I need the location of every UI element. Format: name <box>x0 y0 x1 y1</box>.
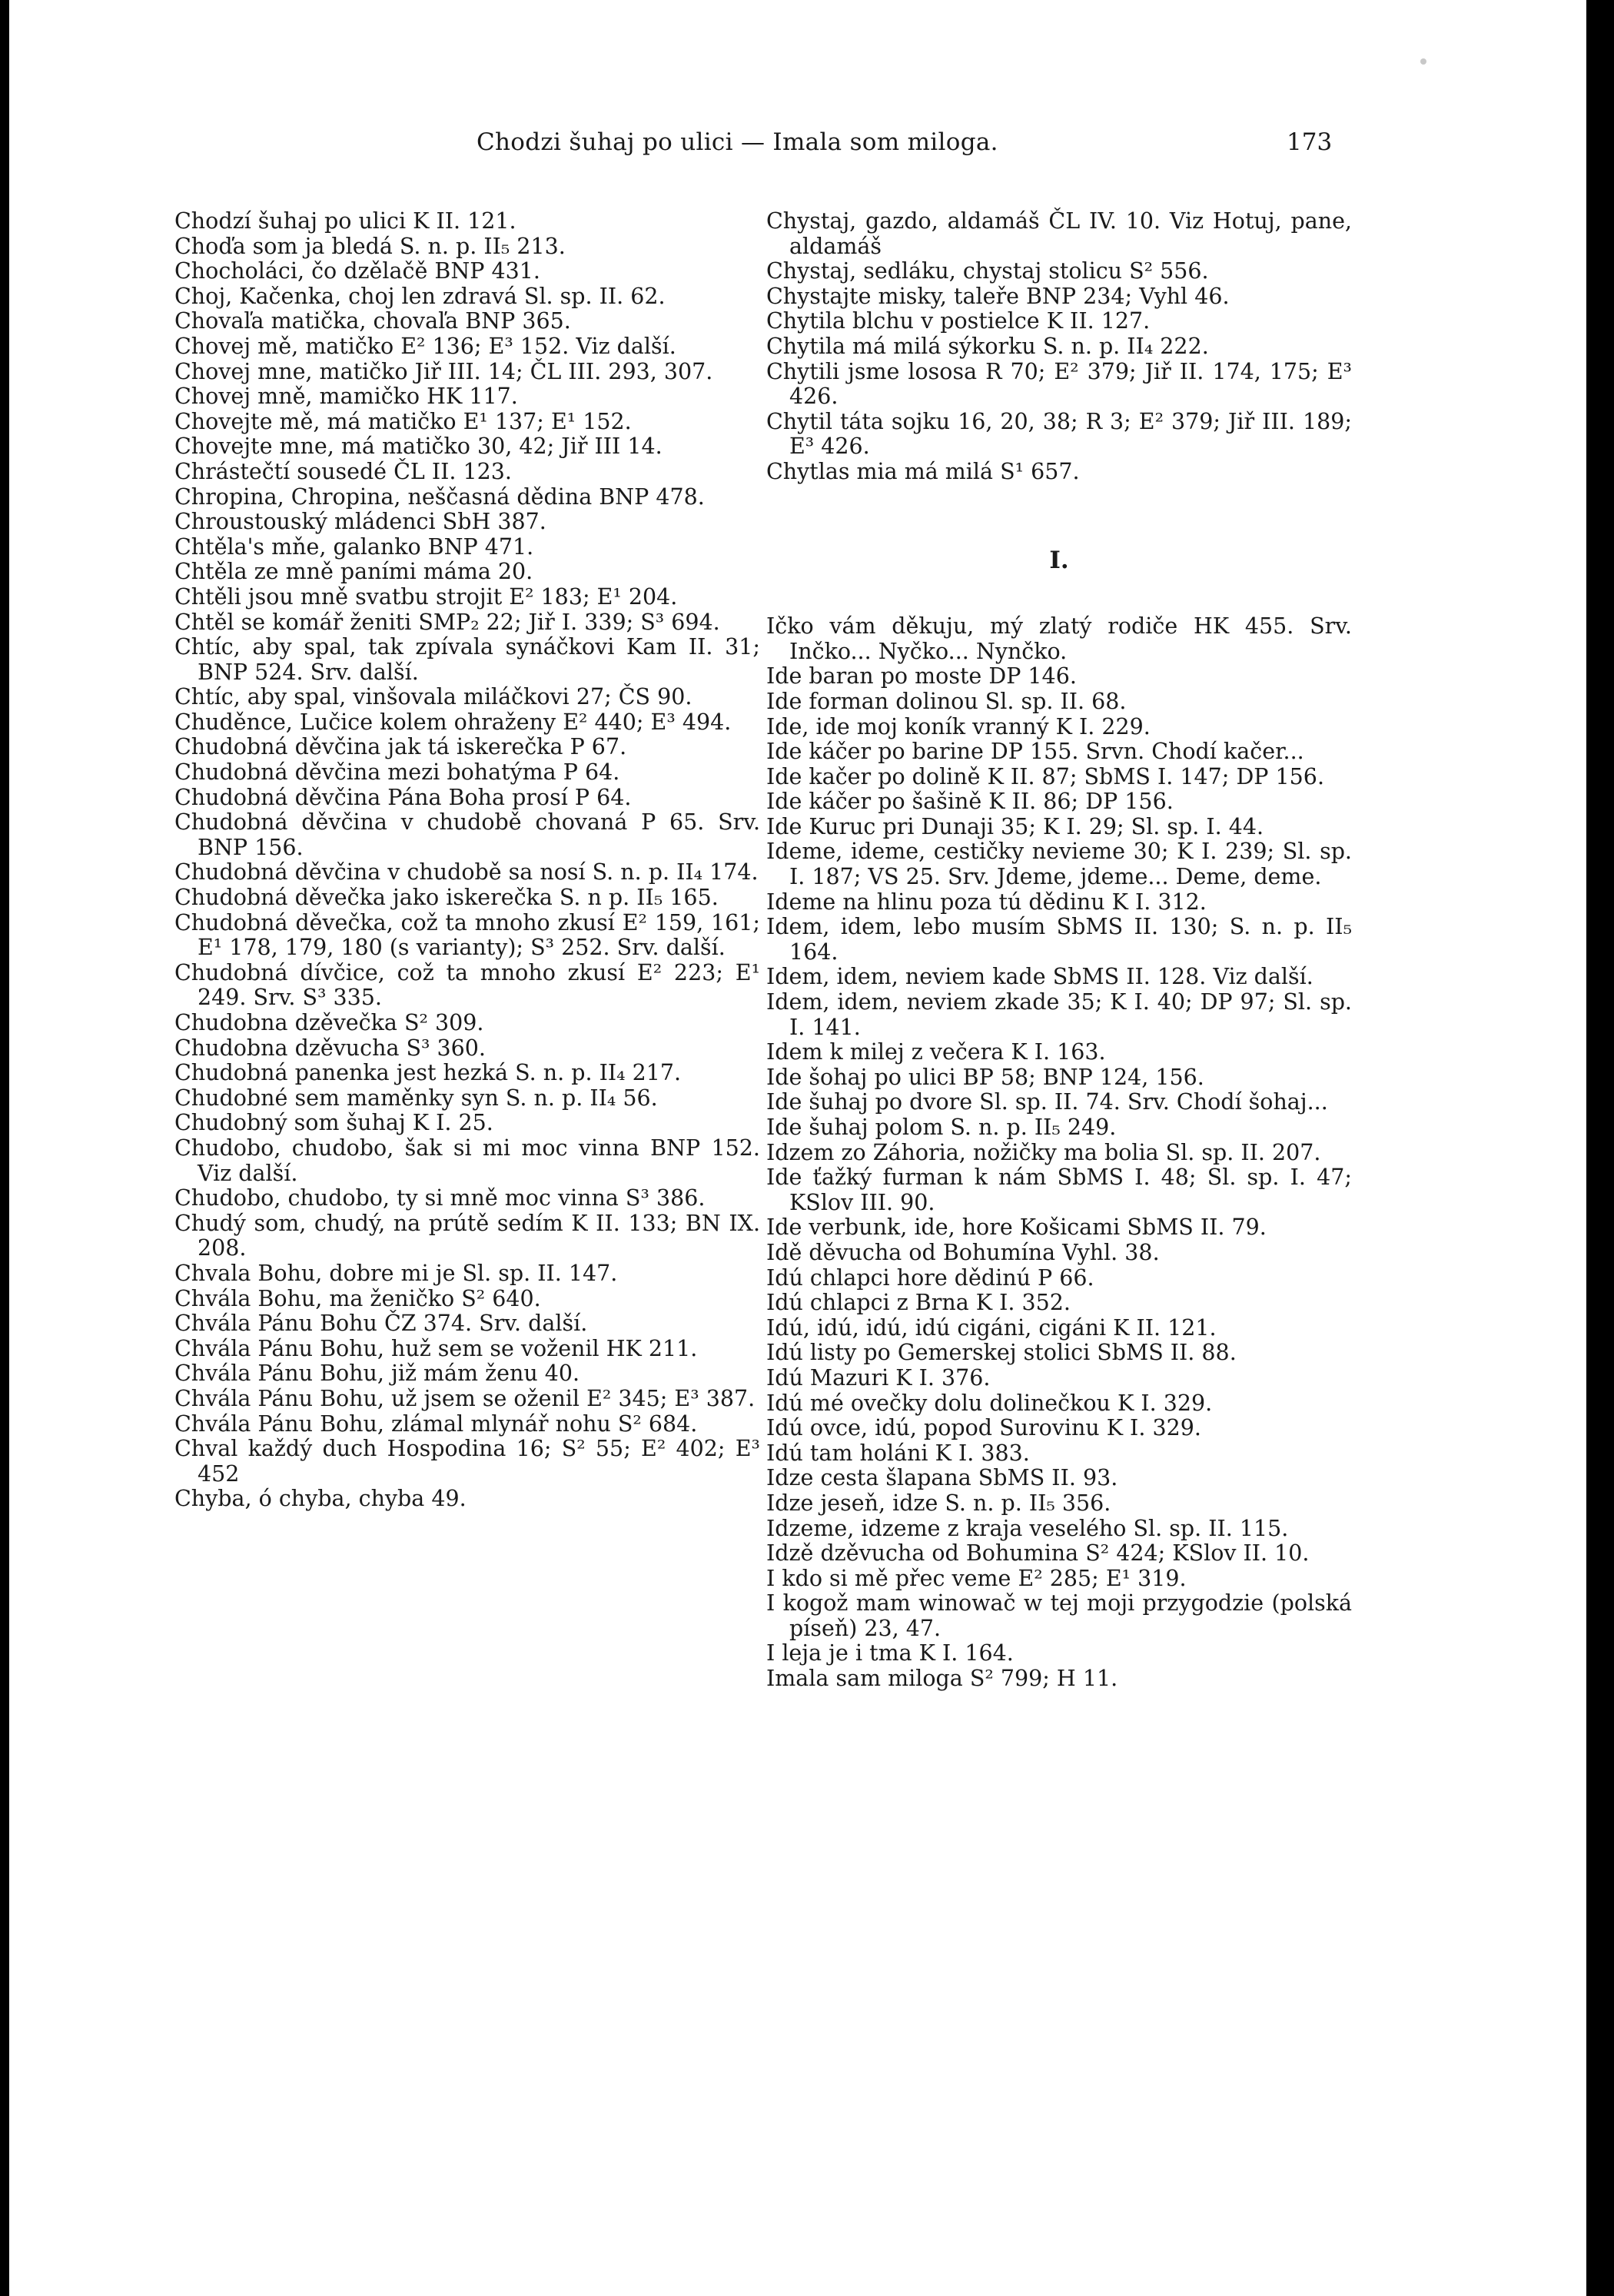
index-entry: Chvála Pánu Bohu, už jsem se oženil E² 345; E³ 387. <box>174 1385 756 1411</box>
index-entry: Idú listy po Gemerskej stolici SbMS II. 88. <box>766 1340 1237 1366</box>
index-entry: Idze jeseň, idze S. n. p. II₅ 356. <box>766 1490 1111 1516</box>
right-column-bottom-entries <box>766 614 1352 1692</box>
index-entry: Chudobna dzěvečka S² 309. <box>174 1010 484 1035</box>
index-entry: Idem k milej z večera K I. 163. <box>766 1039 1106 1065</box>
index-entry: Idú Mazuri K I. 376. <box>766 1364 991 1391</box>
index-entry: Idem, idem, neviem kade SbMS II. 128. Viz další. <box>766 964 1313 990</box>
index-entry: Chovejte mne, má matičko 30, 42; Jiř III 14. <box>174 434 663 460</box>
index-entry: Chroustouský mládenci SbH 387. <box>174 509 546 535</box>
index-entry: Chudobný som šuhaj K I. 25. <box>174 1110 493 1136</box>
index-entry: Chtěl se komář ženiti SMP₂ 22; Jiř I. 339; S³ 694. <box>174 609 720 635</box>
index-entry: Ide káčer po šašině K II. 86; DP 156. <box>766 789 1174 815</box>
index-entry: I kdo si mě přec veme E² 285; E¹ 319. <box>766 1565 1187 1591</box>
index-entry: Idú chlapci z Brna K I. 352. <box>766 1290 1071 1316</box>
index-entry: Chropina, Chropina, neščasná dědina BNP 478. <box>174 483 705 510</box>
index-entry: Ide šuhaj polom S. n. p. II₅ 249. <box>766 1115 1117 1140</box>
index-entry: Ide šohaj po ulici BP 58; BNP 124, 156. <box>766 1064 1204 1090</box>
index-entry: Chytlas mia má milá S¹ 657. <box>766 458 1080 484</box>
index-entry: Ide, ide moj koník vranný K I. 229. <box>766 713 1151 739</box>
index-entry: Idem, idem, lebo musím SbMS II. 130; S. n. p. II₅ 164. <box>766 914 1352 965</box>
index-entry: Chudobná děvečka, což ta mnoho zkusí E² 159, 161; E¹ 178, 179, 180 (s varianty); S³ 252. Srv. další. <box>174 909 760 961</box>
index-entry: Idú, idú, idú, idú cigáni, cigáni K II. 121. <box>766 1314 1217 1341</box>
page-number: 173 <box>1287 128 1333 156</box>
index-entry: Ide káčer po barine DP 155. Srvn. Chodí kačer... <box>766 739 1304 765</box>
index-entry: Idú tam holáni K I. 383. <box>766 1440 1030 1466</box>
index-entry: Chudobné sem maměnky syn S. n. p. II₄ 56. <box>174 1085 658 1111</box>
index-entry: Chtěla ze mně paními máma 20. <box>174 559 533 585</box>
right-column <box>766 209 1352 1692</box>
index-entry: Ide Kuruc pri Dunaji 35; K I. 29; Sl. sp. I. 44. <box>766 813 1264 839</box>
index-entry: Chvála Bohu, ma ženičko S² 640. <box>174 1285 541 1311</box>
index-entry: Chudobná děvčina mezi bohatýma P 64. <box>174 759 620 786</box>
index-entry: Chystajte misky, taleře BNP 234; Vyhl 46. <box>766 283 1230 309</box>
index-entry: Chudobná děvečka jako iskerečka S. n p. II₅ 165. <box>174 885 719 911</box>
index-entry: Ičko vám děkuju, mý zlatý rodiče HK 455. Srv. Inčko... Nyčko... Nynčko. <box>766 613 1352 664</box>
index-entry: Idú chlapci hore dědinú P 66. <box>766 1264 1094 1291</box>
index-entry: Ide baran po moste DP 146. <box>766 663 1077 689</box>
index-entry: Idzem zo Záhoria, nožičky ma bolia Sl. sp. II. 207. <box>766 1139 1321 1165</box>
index-entry: Ide forman dolinou Sl. sp. II. 68. <box>766 688 1127 714</box>
index-entry: Chovejte mě, má matičko E¹ 137; E¹ 152. <box>174 408 632 434</box>
index-entry: Chytila blchu v postielce K II. 127. <box>766 308 1151 334</box>
index-entry: Chytil táta sojku 16, 20, 38; R 3; E² 379; Jiř III. 189; E³ 426. <box>766 408 1352 460</box>
index-entry: Ide šuhaj po dvore Sl. sp. II. 74. Srv. Chodí šohaj... <box>766 1089 1328 1115</box>
index-entry: Chovej mě, matičko E² 136; E³ 152. Viz další. <box>174 333 676 359</box>
index-entry: Chudobna dzěvucha S³ 360. <box>174 1035 486 1061</box>
index-entry: Idzeme, idzeme z kraja veselého Sl. sp. II. 115. <box>766 1515 1289 1541</box>
index-entry: Chvála Pánu Bohu, již mám ženu 40. <box>174 1361 580 1387</box>
index-entry: Idú mé ovečky dolu dolinečkou K I. 329. <box>766 1390 1213 1416</box>
index-entry: Chvála Pánu Bohu, huž sem se voženil HK 211. <box>174 1335 698 1361</box>
index-entry: Choj, Kačenka, choj len zdravá Sl. sp. II. 62. <box>174 283 666 309</box>
speck-mark <box>1420 58 1426 65</box>
index-entry: Ide verbunk, ide, hore Košicami SbMS II. 79. <box>766 1214 1267 1241</box>
index-entry: Chtěli jsou mně svatbu strojit E² 183; E¹ 204. <box>174 583 678 610</box>
index-entry: Chval každý duch Hospodina 16; S² 55; E² 402; E³ 452 <box>174 1436 760 1487</box>
index-entry: Chrástečtí sousedé ČL II. 123. <box>174 458 512 484</box>
index-entry: Idem, idem, neviem zkade 35; K I. 40; DP 97; Sl. sp. I. 141. <box>766 989 1352 1040</box>
index-entry: Chudobná dívčice, což ta mnoho zkusí E² 223; E¹ 249. Srv. S³ 335. <box>174 959 760 1011</box>
index-entry: Chovej mne, matičko Jiř III. 14; ČL III. 293, 307. <box>174 358 713 384</box>
index-entry: Idú ovce, idú, popod Surovinu K I. 329. <box>766 1415 1201 1441</box>
running-head: Chodzi šuhaj po ulici — Imala som miloga. <box>477 128 998 156</box>
index-entry: Chtěla's mňe, galanko BNP 471. <box>174 533 534 560</box>
index-entry: Chudobná děvčina jak tá iskerečka P 67. <box>174 734 627 760</box>
index-entry: Chyba, ó chyba, chyba 49. <box>174 1486 467 1512</box>
index-entry: Ideme, ideme, cestičky nevieme 30; K I. 239; Sl. sp. I. 187; VS 25. Srv. Jdeme, jdeme... Deme, deme. <box>766 839 1352 890</box>
index-entry: Chvála Pánu Bohu ČZ 374. Srv. další. <box>174 1311 588 1337</box>
index-entry: Idze cesta šlapana SbMS II. 93. <box>766 1465 1118 1491</box>
index-entry: Chytila má milá sýkorku S. n. p. II₄ 222. <box>766 333 1209 359</box>
index-entry: Chudý som, chudý, na prútě sedím K II. 133; BN IX. 208. <box>174 1210 760 1261</box>
index-entry: Idzě dzěvucha od Bohumina S² 424; KSlov II. 10. <box>766 1540 1310 1567</box>
index-entry: Chudobná děvčina v chudobě chovaná P 65. Srv. BNP 156. <box>174 809 760 860</box>
index-entry: Chocholáci, čo dzělačě BNP 431. <box>174 258 540 284</box>
index-entry: I leja je i tma K I. 164. <box>766 1640 1014 1666</box>
index-entry: Chvála Pánu Bohu, zlámal mlynář nohu S² 684. <box>174 1410 698 1437</box>
index-entry: Ide ťažký furman k nám SbMS I. 48; Sl. sp. I. 47; KSlov III. 90. <box>766 1165 1352 1215</box>
index-entry: Choďa som ja bledá S. n. p. II₅ 213. <box>174 233 566 259</box>
index-entry: Chtíc, aby spal, tak zpívala synáčkovi Kam II. 31; BNP 524. Srv. další. <box>174 634 760 685</box>
index-entry: Chudobná děvčina v chudobě sa nosí S. n. p. II₄ 174. <box>174 859 759 886</box>
index-entry: Idě děvucha od Bohumína Vyhl. 38. <box>766 1239 1160 1265</box>
section-letter-heading: I. <box>1049 546 1069 574</box>
index-entry: Chuděnce, Lučice kolem ohraženy E² 440; E³ 494. <box>174 709 732 735</box>
book-page <box>9 0 1586 2296</box>
index-entry: Chovaľa matička, chovaľa BNP 365. <box>174 308 571 334</box>
index-entry: Ide kačer po dolině K II. 87; SbMS I. 147; DP 156. <box>766 763 1324 789</box>
index-entry: I kogož mam winowač w tej moji przygodzie (polská píseň) 23, 47. <box>766 1590 1352 1641</box>
index-entry: Imala sam miloga S² 799; H 11. <box>766 1666 1118 1692</box>
index-entry: Chudobná panenka jest hezká S. n. p. II₄ 217. <box>174 1060 682 1086</box>
index-entry: Chodzí šuhaj po ulici K II. 121. <box>174 208 516 234</box>
index-entry: Chytili jsme lososa R 70; E² 379; Jiř II. 174, 175; E³ 426. <box>766 358 1352 410</box>
left-column <box>174 209 760 1512</box>
index-entry: Chystaj, gazdo, aldamáš ČL IV. 10. Viz Hotuj, pane, aldamáš <box>766 208 1352 259</box>
index-entry: Chudobo, chudobo, šak si mi moc vinna BNP 152. Viz další. <box>174 1135 760 1186</box>
index-entry: Chovej mně, mamičko HK 117. <box>174 384 518 410</box>
index-entry: Ideme na hlinu poza tú dědinu K I. 312. <box>766 889 1207 915</box>
right-column-top-entries <box>766 209 1352 485</box>
index-entry: Chudobo, chudobo, ty si mně moc vinna S³ 386. <box>174 1185 706 1211</box>
index-entry: Chtíc, aby spal, vinšovala miláčkovi 27; ČS 90. <box>174 684 692 710</box>
index-entry: Chystaj, sedláku, chystaj stolicu S² 556. <box>766 258 1209 284</box>
index-entry: Chvala Bohu, dobre mi je Sl. sp. II. 147. <box>174 1260 618 1286</box>
index-entry: Chudobná děvčina Pána Boha prosí P 64. <box>174 784 632 810</box>
